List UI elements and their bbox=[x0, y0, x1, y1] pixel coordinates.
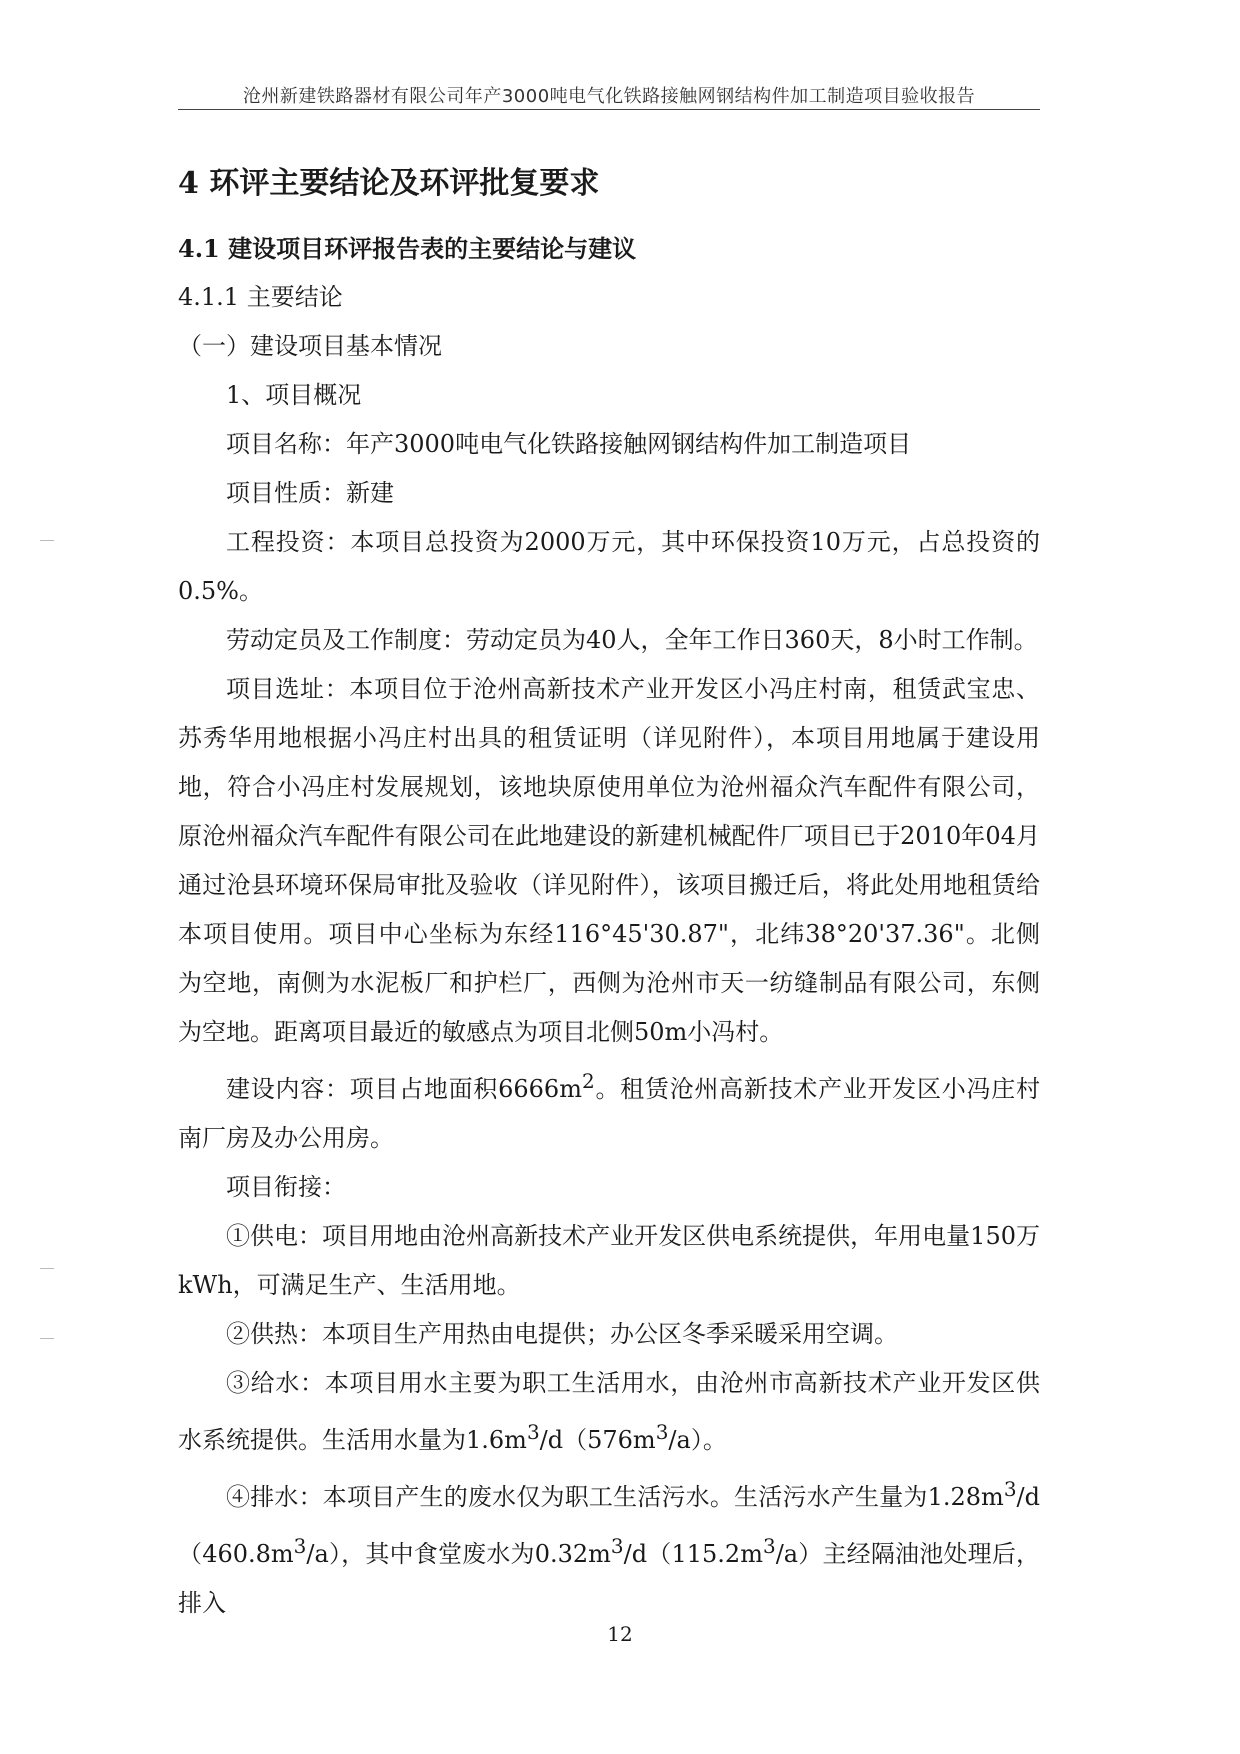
text-run: /a）。 bbox=[668, 1426, 727, 1454]
superscript: 3 bbox=[610, 1534, 624, 1558]
text-run: /d（115.2m bbox=[623, 1540, 763, 1568]
paragraph-labor: 劳动定员及工作制度：劳动定员为40人，全年工作日360天，8小时工作制。 bbox=[226, 626, 1038, 654]
superscript: 3 bbox=[293, 1534, 307, 1558]
section-heading: 4 环评主要结论及环评批复要求 bbox=[178, 166, 600, 201]
paragraph-project-nature: 项目性质：新建 bbox=[226, 479, 394, 507]
page-body bbox=[178, 150, 1040, 1628]
running-header: 沧州新建铁路器材有限公司年产3000吨电气化铁路接触网钢结构件加工制造项目验收报告 bbox=[242, 86, 976, 107]
paragraph-water bbox=[178, 1359, 1040, 1465]
text-run: 。租赁沧州高新技术产业开发区小冯庄村南厂房及办公用房。 bbox=[178, 1075, 1040, 1152]
paragraph-connection: 项目衔接： bbox=[226, 1173, 346, 1201]
superscript: 3 bbox=[526, 1420, 540, 1444]
page-number: 12 bbox=[607, 1622, 633, 1646]
header-divider bbox=[178, 109, 1040, 110]
paragraph-construction bbox=[178, 1057, 1040, 1163]
paragraph-power: ①供电：项目用地由沧州高新技术产业开发区供电系统提供，年用电量150万kWh，可满足生产、生活用地。 bbox=[178, 1222, 1040, 1299]
subsection-heading: 4.1 建设项目环评报告表的主要结论与建议 bbox=[178, 234, 637, 263]
superscript: 3 bbox=[1003, 1477, 1017, 1501]
text-run: /a），其中食堂废水为0.32m bbox=[306, 1540, 611, 1568]
paragraph-investment: 工程投资：本项目总投资为2000万元，其中环保投资10万元，占总投资的0.5%。 bbox=[178, 528, 1040, 605]
text-run: /d（576m bbox=[539, 1426, 656, 1454]
superscript: 3 bbox=[762, 1534, 776, 1558]
paragraph-drainage bbox=[178, 1465, 1040, 1628]
item-heading: 1、项目概况 bbox=[226, 381, 362, 409]
subsubsection-heading: 4.1.1 主要结论 bbox=[178, 283, 343, 311]
scan-margin-mark bbox=[40, 1268, 54, 1269]
text-run: /d（460.8m bbox=[178, 1483, 1040, 1568]
superscript: 3 bbox=[655, 1420, 669, 1444]
paragraph-project-name: 项目名称：年产3000吨电气化铁路接触网钢结构件加工制造项目 bbox=[226, 430, 912, 458]
paragraph-site: 项目选址：本项目位于沧州高新技术产业开发区小冯庄村南，租赁武宝忠、苏秀华用地根据小冯庄村出具的租赁证明（详见附件），本项目用地属于建设用地，符合小冯庄村发展规划，该地块原使用单位为沧州福众汽车配件有限公司，原沧州福众汽车配件有限公司在此地建设的新建机械配件厂项目已于2010年04月通过沧县环境环保局审批及验收（详见附件），该项目搬迁后，将此处用地租赁给本项目使用。项目中心坐标为东经116°45'30.87"，北纬38°20'37.36"。北侧为空地，南侧为水泥板厂和护栏厂，西侧为沧州市天一纺缝制品有限公司，东侧为空地。距离项目最近的敏感点为项目北侧50m小冯村。 bbox=[178, 675, 1040, 1046]
scan-margin-mark bbox=[40, 1338, 54, 1339]
scan-margin-mark bbox=[40, 540, 54, 541]
text-run: ④排水：本项目产生的废水仅为职工生活污水。生活污水产生量为1.28m bbox=[226, 1483, 1004, 1511]
text-run: ③给水：本项目用水主要为职工生活用水，由沧州市高新技术产业开发区供水系统提供。生活用水量为1.6m bbox=[178, 1369, 1040, 1454]
superscript: 2 bbox=[581, 1069, 595, 1093]
text-run: 建设内容：项目占地面积6666m bbox=[226, 1075, 582, 1103]
part-heading: （一）建设项目基本情况 bbox=[178, 332, 442, 360]
paragraph-heat: ②供热：本项目生产用热由电提供；办公区冬季采暖采用空调。 bbox=[226, 1320, 898, 1348]
text-run: /a）主经隔油池处理后，排入 bbox=[178, 1540, 1041, 1617]
